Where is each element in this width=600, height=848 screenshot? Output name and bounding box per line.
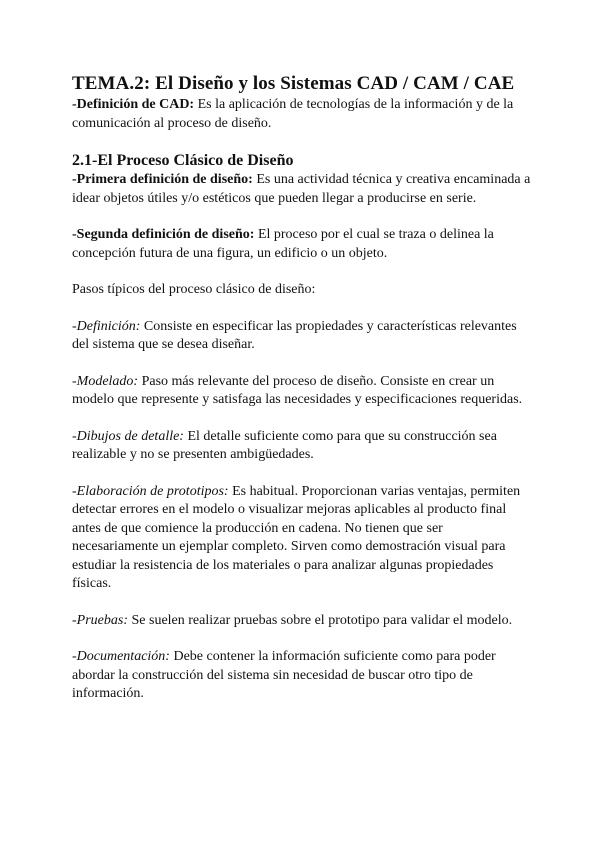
first-definition-label: -Primera definición de diseño: bbox=[72, 172, 253, 187]
step-modelado bbox=[72, 373, 532, 410]
cad-definition-text: Es la aplicación de tecnologías de la información y de la comunicación al proceso de diseño. bbox=[72, 97, 514, 131]
step-prototipos bbox=[72, 483, 532, 594]
second-definition-paragraph bbox=[72, 226, 532, 263]
step-text: Se suelen realizar pruebas sobre el prototipo para validar el modelo. bbox=[128, 612, 513, 628]
second-definition-label: -Segunda definición de diseño: bbox=[72, 227, 255, 242]
step-label: -Pruebas: bbox=[72, 612, 128, 628]
document-page bbox=[72, 72, 532, 704]
section-heading: 2.1-El Proceso Clásico de Diseño bbox=[72, 152, 294, 169]
step-dibujos-detalle bbox=[72, 428, 532, 465]
step-pruebas bbox=[72, 612, 532, 631]
first-definition-text: Es una actividad técnica y creativa encaminada a idear objetos útiles y/o estéticos que pueden llegar a producirse en serie. bbox=[72, 172, 531, 206]
step-label: -Elaboración de prototipos: bbox=[72, 483, 229, 499]
step-label: -Definición: bbox=[72, 318, 141, 334]
second-definition-text: El proceso por el cual se traza o delinea la concepción futura de una figura, un edificio o un objeto. bbox=[72, 227, 494, 261]
steps-intro: Pasos típicos del proceso clásico de diseño: bbox=[72, 282, 316, 297]
step-text: El detalle suficiente como para que su construcción sea realizable y no se presenten ambigüedades. bbox=[72, 428, 497, 462]
cad-definition-paragraph bbox=[72, 96, 532, 133]
step-documentacion bbox=[72, 648, 532, 704]
step-label: -Modelado: bbox=[72, 373, 139, 389]
cad-definition-label: -Definición de CAD: bbox=[72, 97, 195, 112]
step-text: Paso más relevante del proceso de diseño. Consiste en crear un modelo que represente y satisfaga las necesidades y especificaciones requeridas. bbox=[72, 373, 523, 407]
first-definition-paragraph bbox=[72, 171, 532, 208]
step-text: Debe contener la información suficiente como para poder abordar la construcción del sistema sin necesidad de buscar otro tipo de información. bbox=[72, 649, 496, 701]
step-text: Consiste en especificar las propiedades y características relevantes del sistema que se desea diseñar. bbox=[72, 318, 517, 352]
step-label: -Documentación: bbox=[72, 649, 170, 664]
page-title: TEMA.2: El Diseño y los Sistemas CAD / CAM / CAE bbox=[72, 73, 515, 94]
step-label: -Dibujos de detalle: bbox=[72, 428, 184, 444]
step-definicion bbox=[72, 318, 532, 355]
step-text: Es habitual. Proporcionan varias ventajas, permiten detectar errores en el modelo o visualizar mejoras aplicables al producto final antes de que comience la producción en cadena. No tienen que ser necesariamente un ejemplar completo. Sirven como demostración visual para estudiar la resistencia de los materiales o para analizar algunas propiedades físicas. bbox=[72, 483, 521, 591]
